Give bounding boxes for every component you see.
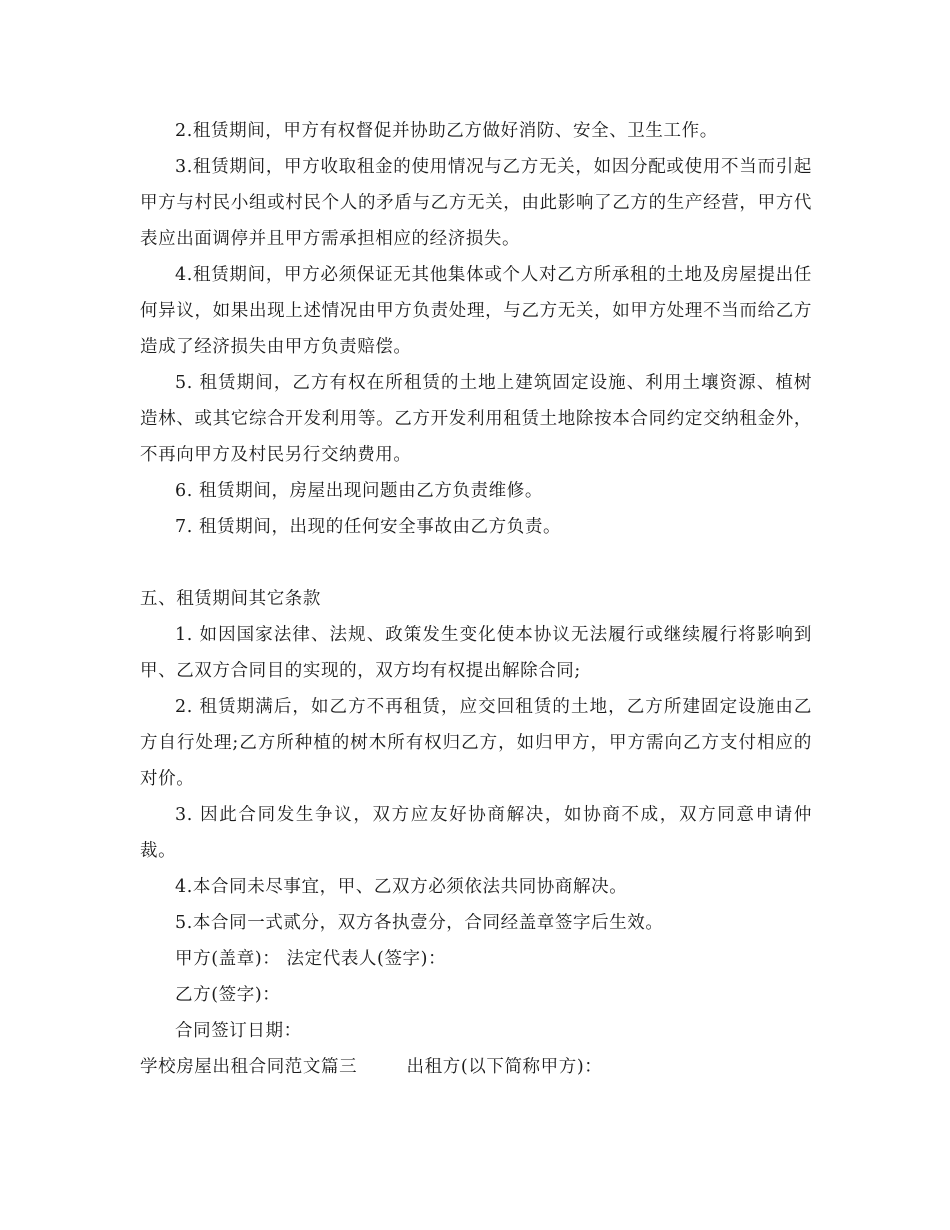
document-body [140, 113, 812, 1085]
clause-4-5: 5. 租赁期间，乙方有权在所租赁的土地上建筑固定设施、利用土壤资源、植树造林、或其它综合开发利用等。乙方开发利用租赁土地除按本合同约定交纳租金外，不再向甲方及村民另行交纳费用。 [140, 373, 812, 465]
clause-4-6: 6. 租赁期间，房屋出现问题由乙方负责维修。 [175, 481, 543, 501]
lessor-label: 出租方(以下简称甲方)： [406, 1057, 603, 1077]
clause-4-3: 3.租赁期间，甲方收取租金的使用情况与乙方无关，如因分配或使用不当而引起甲方与村民小组或村民个人的矛盾与乙方无关，由此影响了乙方的生产经营，甲方代表应出面调停并且甲方需承担相应的经济损失。 [140, 157, 812, 249]
contract-date-line: 合同签订日期： [175, 1021, 302, 1041]
clause-5-3: 3. 因此合同发生争议，双方应友好协商解决，如协商不成，双方同意申请仲裁。 [140, 805, 812, 861]
clause-5-4: 4.本合同未尽事宜，甲、乙双方必须依法共同协商解决。 [175, 877, 628, 897]
clause-4-2: 2.租赁期间，甲方有权督促并协助乙方做好消防、安全、卫生工作。 [175, 121, 718, 141]
next-section-title: 学校房屋出租合同范文篇三 [140, 1057, 358, 1077]
clause-5-1: 1. 如因国家法律、法规、政策发生变化使本协议无法履行或继续履行将影响到甲、乙双方合同目的实现的，双方均有权提出解除合同; [140, 625, 812, 681]
section-5-heading: 五、租赁期间其它条款 [140, 589, 321, 609]
party-a-signature-line: 甲方(盖章)： 法定代表人(签字)： [175, 949, 447, 969]
clause-5-2: 2. 租赁期满后，如乙方不再租赁，应交回租赁的土地，乙方所建固定设施由乙方自行处理;乙方所种植的树木所有权归乙方，如归甲方，甲方需向乙方支付相应的对价。 [140, 697, 812, 789]
next-section-line [140, 1049, 812, 1085]
clause-4-4: 4.租赁期间，甲方必须保证无其他集体或个人对乙方所承租的土地及房屋提出任何异议，如果出现上述情况由甲方负责处理，与乙方无关，如甲方处理不当而给乙方造成了经济损失由甲方负责赔偿。 [140, 265, 812, 357]
clause-5-5: 5.本合同一式贰分，双方各执壹分，合同经盖章签字后生效。 [175, 913, 664, 933]
party-b-signature-line: 乙方(签字)： [175, 985, 281, 1005]
clause-4-7: 7. 租赁期间，出现的任何安全事故由乙方负责。 [175, 517, 562, 537]
